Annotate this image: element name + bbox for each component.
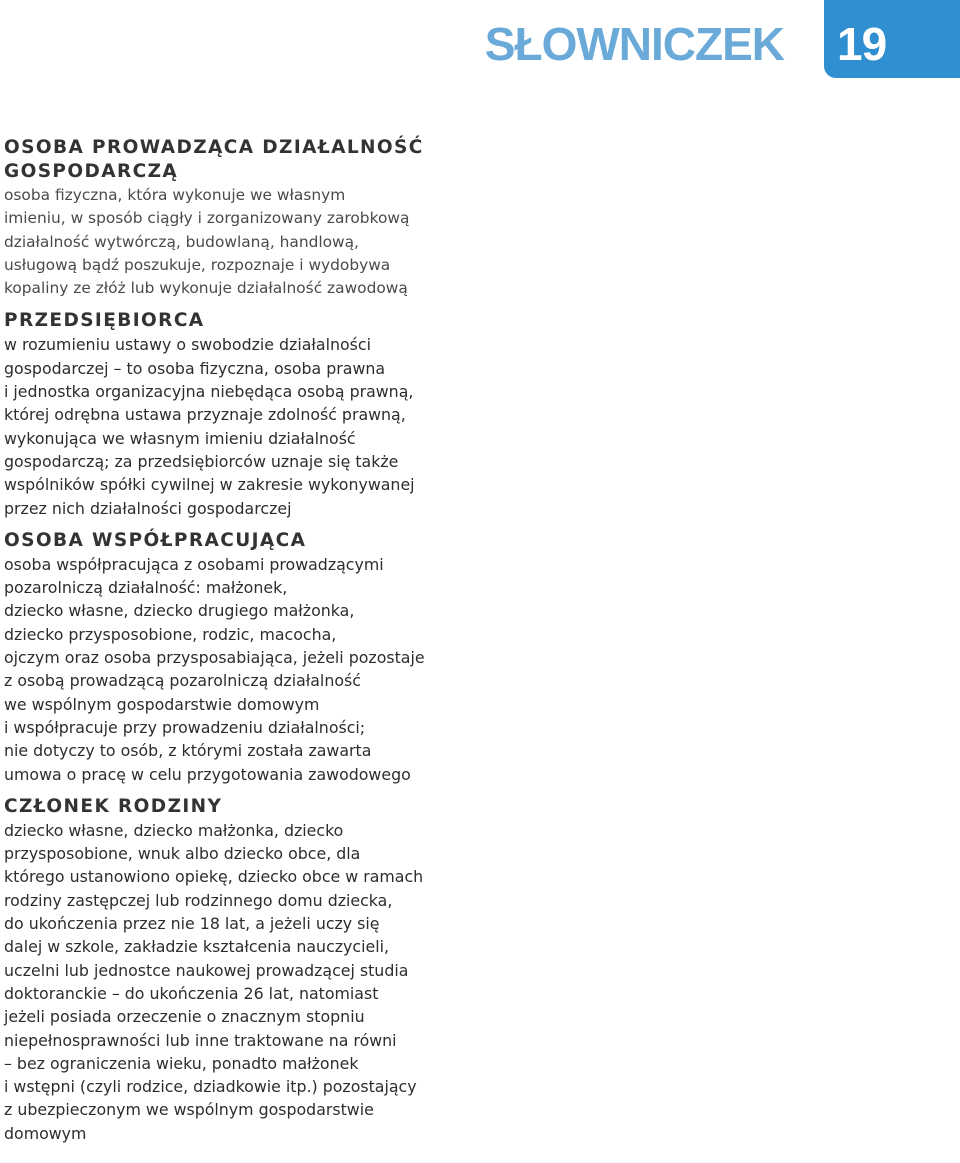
glossary-entry-czlonek-rodziny <box>4 795 484 1145</box>
glossary-entry-osoba-prowadzaca <box>4 136 484 300</box>
page-title: SŁOWNICZEK <box>484 18 784 70</box>
glossary-term: OSOBA PROWADZĄCA DZIAŁALNOŚĆ GOSPODARCZĄ <box>4 137 424 182</box>
glossary-entry-osoba-wspolpracujaca <box>4 529 484 786</box>
glossary-content <box>4 136 484 1154</box>
glossary-definition: osoba fizyczna, która wykonuje we własnym imieniu, w sposób ciągły i zorganizowany zarobkową działalność wytwórczą, budowlaną, handlową, usługową bądź poszukuje, rozpoznaje i wydobywa kopaliny ze złóż lub wykonuje działalność zawodową <box>4 186 410 298</box>
glossary-definition: osoba współpracująca z osobami prowadzącymi pozarolniczą działalność: małżonek, dziecko własne, dziecko drugiego małżonka, dziecko przysposobione, rodzic, macocha, ojczym oraz osoba przysposabiająca, jeżeli pozostaje z osobą prowadzącą pozarolniczą działalność we wspólnym gospodarstwie domowym i współpracuje przy prowadzeniu działalności; nie dotyczy to osób, z którymi została zawarta umowa o pracę w celu przygotowania zawodowego <box>4 554 425 784</box>
glossary-definition: w rozumieniu ustawy o swobodzie działalności gospodarczej – to osoba fizyczna, osoba prawna i jednostka organizacyjna niebędąca osobą prawną, której odrębna ustawa przyznaje zdolność prawną, wykonująca we własnym imieniu działalność gospodarczą; za przedsiębiorców uznaje się także wspólników spółki cywilnej w zakresie wykonywanej przez nich działalności gospodarczej <box>4 335 415 518</box>
glossary-definition: dziecko własne, dziecko małżonka, dziecko przysposobione, wnuk albo dziecko obce, dla którego ustanowiono opiekę, dziecko obce w ramach rodziny zastępczej lub rodzinnego domu dziecka, do ukończenia przez nie 18 lat, a jeżeli uczy się dalej w szkole, zakładzie kształcenia nauczycieli, uczelni lub jednostce naukowej prowadzącej studia doktoranckie – do ukończenia 26 lat, natomiast jeżeli posiada orzeczenie o znacznym stopniu niepełnosprawności lub inne traktowane na równi – bez ograniczenia wieku, ponadto małżonek i wstępni (czyli rodzice, dziadkowie itp.) pozostający z ubezpieczonym we wspólnym gospodarstwie domowym <box>4 820 424 1143</box>
page-number: 19 <box>837 18 887 70</box>
glossary-entry-przedsiebiorca <box>4 309 484 519</box>
glossary-term: CZŁONEK RODZINY <box>4 795 223 817</box>
page-number-tab <box>824 0 960 78</box>
glossary-term: OSOBA WSPÓŁPRACUJĄCA <box>4 529 307 551</box>
glossary-term: PRZEDSIĘBIORCA <box>4 310 205 332</box>
